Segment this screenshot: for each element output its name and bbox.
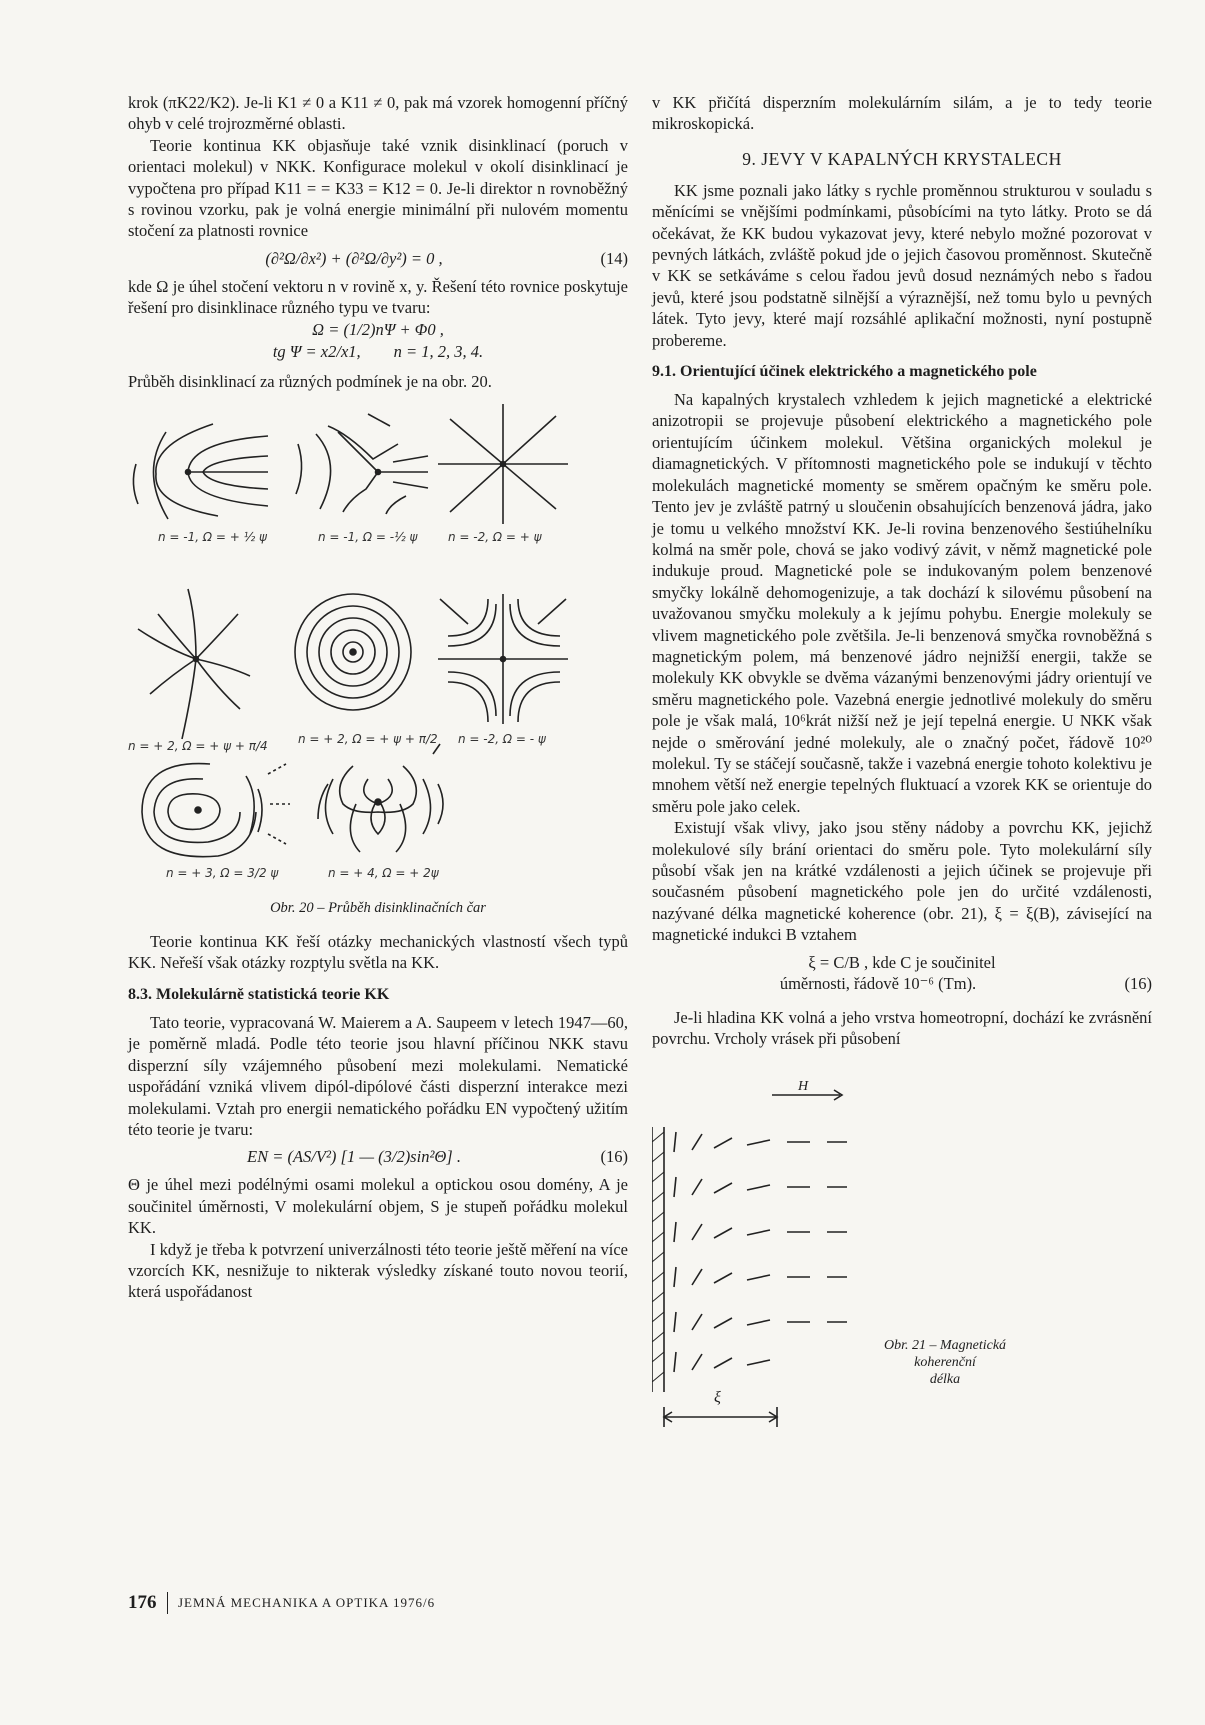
equation-14	[128, 248, 628, 270]
page-number: 176	[128, 1592, 157, 1613]
director-rows	[674, 1132, 847, 1372]
paragraph: I když je třeba k potvrzení univerzálnosti této teorie ještě měření na více vzorcích KK, nesnižuje to nikterak výsledky získané touto novou teorií, která uspořádanost	[128, 1239, 628, 1302]
paragraph: v KK přičítá disperzním molekulárním silám, a je to tedy teorie mikroskopická.	[652, 93, 1152, 134]
section-heading-9-1: 9.1. Orientující účinek elektrického a magnetického pole	[652, 363, 1037, 381]
fig20-label-1: n = -1, Ω = + ½ ψ	[158, 530, 267, 545]
paragraph: Tato teorie, vypracovaná W. Maierem a A. Saupeem v letech 1947—60, je poměrně mladá. Podle této teorie jsou hlavní příčinou NKK stavu disperzní síly vzájemného působení mezi molekulami. Nematické uspořádání vzniká vlivem dipól-dipólové části disperzní interakce mezi molekulami. Vztah pro energii nematického pořádku EN vypočtený užitím této teorie je tvaru:	[128, 1012, 628, 1139]
fig20-label-5: n = + 2, Ω = + ψ + π/2	[298, 732, 438, 747]
caption-line: délka	[929, 1372, 961, 1388]
equation-tg	[128, 341, 628, 363]
paragraph: Teorie kontinua KK řeší otázky mechanických vlastností všech typů KK. Neřeší však otázky rozptylu světla na KK.	[128, 932, 628, 973]
panel-6	[438, 594, 568, 724]
panel-3	[438, 404, 568, 524]
fig20-label-7: n = + 3, Ω = 3/2 ψ	[166, 866, 279, 881]
equation-16-right	[652, 952, 1152, 995]
equation-16-left	[128, 1146, 628, 1168]
paragraph: Je-li hladina KK volná a jeho vrstva homeotropní, dochází ke zvrásnění povrchu. Vrcholy vrásek při působení	[652, 1007, 1152, 1049]
equation-number: (16)	[1124, 973, 1152, 993]
paragraph: Teorie kontinua KK objasňuje také vznik disinklinací (poruch v orientaci molekul) v NKK. Konfigurace molekul v okolí disinklinací je vypočtena pro případ K11 = = K33 = K12 = 0. Je-li direktor n rovnoběžný s rovinou vzorku, pak je volná energie minimální při nulovém momentu stočení za platnosti rovnice	[128, 135, 628, 241]
paragraph: krok (πK22/K2). Je-li K1 ≠ 0 a K11 ≠ 0, pak má vzorek homogenní příčný ohyb v celé trojrozměrné oblasti.	[128, 93, 628, 134]
paragraph: Existují však vlivy, jako jsou stěny nádoby a povrchu KK, jejichž molekulové síly brání orientaci do směru pole. Tyto molekulární síly působí však jen na krátké vzdálenosti a jejich účinek se projevuje při současném působení magnetického pole jen do určité vzdálenosti, nazývané délka magnetické koherence (obr. 21), ξ = ξ(B), závisející na magnetické indukci B vztahem	[652, 818, 1152, 945]
equation-expr: Ω = (1/2)nΨ + Φ0 ,	[312, 319, 444, 339]
journal-name: JEMNÁ MECHANIKA A OPTIKA 1976/6	[178, 1595, 436, 1610]
fig20-label-3: n = -2, Ω = + ψ	[448, 530, 542, 545]
left-column	[128, 92, 628, 1303]
page-footer	[128, 1592, 435, 1614]
fig20-label-2: n = -1, Ω = -½ ψ	[318, 530, 418, 545]
figure-20-caption: Obr. 20 – Průběh disinklinačních čar	[270, 900, 486, 917]
panel-4	[138, 589, 250, 739]
panel-8	[318, 744, 443, 852]
fig20-label-4: n = + 2, Ω = + ψ + π/4	[128, 739, 268, 754]
equation-line-numbered	[652, 973, 1152, 995]
equation-omega	[128, 319, 628, 341]
paragraph: kde Ω je úhel stočení vektoru n v rovině x, y. Řešení této rovnice poskytuje řešení pro disinklinace různého typu ve tvaru:	[128, 276, 628, 318]
equation-line: ξ = C/B , kde C je součinitel	[808, 952, 996, 972]
fig20-label-6: n = -2, Ω = - ψ	[458, 732, 546, 747]
field-label-H: H	[798, 1079, 809, 1095]
xi-label: ξ	[714, 1389, 721, 1407]
equation-expr: úměrnosti, řádově 10⁻⁶ (Tm).	[779, 973, 977, 993]
panel-5	[295, 594, 411, 710]
figure-21-caption	[880, 1337, 1010, 1388]
section-heading-8-3: 8.3. Molekulárně statistická teorie KK	[128, 985, 390, 1003]
caption-line: Obr. 21 – Magnetická koherenční	[883, 1338, 1007, 1371]
equation-number: (16)	[600, 1147, 628, 1167]
disclination-diagram	[128, 404, 628, 864]
panel-2	[296, 414, 428, 514]
figure-20	[128, 404, 628, 881]
fig20-label-8: n = + 4, Ω = + 2ψ	[328, 866, 439, 881]
right-column	[652, 92, 1152, 1457]
paragraph: Na kapalných krystalech vzhledem k jejich magnetické a elektrické anizotropii se projevuje působení elektrického a magnetického pole orientujícím účinkem molekul. Většina organických molekul je diamagnetických. V přítomnosti magnetického pole se indukují v těchto molekulách magnetické momenty se směrem opačným ke směru pole. Tento jev je zvláště patrný u sloučenin obsahujících benzenová jádra, jako je tomu u velkého množství KK. Je-li rovina benzenového šestiúhelníku kolmá na směr pole, chová se jako vodivý závit, v němž magnetické pole indukuje proud. Magnetické pole se indukovaným polem benzenové smyčky lokálně dehomogenizuje, a tak dochází k silovému působení na uvažovanou smyčku molekuly a k jejímu pohybu. Energie molekuly se vlivem magnetického pole zvětšila. Je-li benzenová smyčka rovnoběžná s magnetickým polem, má benzenové jádro nejnižší energii, takže se molekuly KK obvykle se dvěma vázanými benzenovými jádry orientují ve směru magnetického pole. Vazebná energie jednotlivé molekuly do směru pole je však malá, 10⁶krát nižší než je její tepelná energie. U NKK však nejde o směrování jedné molekuly, ale o značný počet, řádově 10²⁰ molekul. Ty se stáčejí současně, takže i vazebná energie tohoto kolektivu je mnohem větší než energie tepelných fluktuací a vzorek KK se orientuje do směru pole jako celek.	[652, 390, 1152, 816]
paragraph: KK jsme poznali jako látky s rychle proměnnou strukturou v souladu s měnícími se vnějšími podmínkami, působícími na tyto látky. Proto se dá očekávat, že KK budou vykazovat jevy, které nebylo možné pozorovat v pevných látkách, zvláště pokud jde o jejich časovou proměnnost. Skutečně v KK se setkáváme s celou řadou jevů dosud neznámých nebo s řadou jevů, které jsou podstatně silnější a výraznější, než tomu bylo u pevných látek. Tyto jevy, které mají rozsáhlé aplikační možnosti, nyní postupně probereme.	[652, 180, 1152, 350]
panel-7	[142, 764, 290, 857]
equation-expr: (∂²Ω/∂x²) + (∂²Ω/∂y²) = 0 ,	[265, 248, 443, 268]
section-heading-9: 9. JEVY V KAPALNÝCH KRYSTALECH	[742, 148, 1062, 169]
panel-1	[133, 424, 268, 519]
coherence-length-diagram	[652, 1087, 1152, 1457]
equation-expr: tg Ψ = x2/x1, n = 1, 2, 3, 4.	[272, 341, 484, 361]
equation-expr: EN = (AS/V²) [1 — (3/2)sin²Θ] .	[247, 1147, 461, 1167]
figure-21	[652, 1079, 1152, 1457]
footer-divider	[167, 1592, 169, 1614]
paragraph: Průběh disinklinací za různých podmínek je na obr. 20.	[128, 371, 492, 391]
paragraph: Θ je úhel mezi podélnými osami molekul a optickou osou domény, A je součinitel úměrnosti, V molekulární objem, S je stupeň pořádku molekul KK.	[128, 1175, 628, 1238]
equation-number: (14)	[600, 248, 628, 268]
